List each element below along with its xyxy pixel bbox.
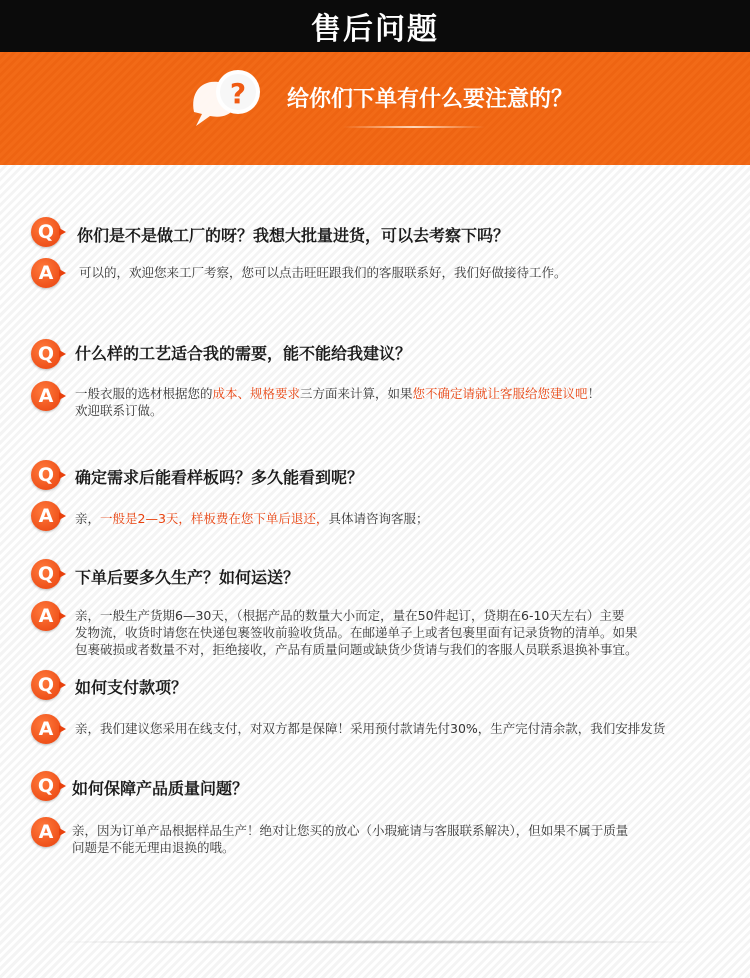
a-badge: A xyxy=(31,258,61,288)
answer-line: 发物流，收货时请您在快递包裹签收前验收货品。在邮递单子上或者包裹里面有记录货物的清单。如果 xyxy=(75,625,638,640)
a-badge: A xyxy=(31,714,61,744)
q-badge: Q xyxy=(31,339,61,369)
answer-line: 亲，因为订单产品根据样品生产！绝对让您买的放心（小瑕疵请与客服联系解决），但如果不属于质量 xyxy=(72,823,629,838)
faq-answer xyxy=(75,607,735,658)
faq-answer xyxy=(75,385,715,419)
q-badge: Q xyxy=(31,559,61,589)
faq-question: 如何支付款项？ xyxy=(75,678,188,697)
highlight-text: 一般是2—3天，样板费在您下单后退还， xyxy=(100,511,329,526)
faq-question: 如何保障产品质量问题？ xyxy=(72,779,249,798)
faq-question: 确定需求后能看样板吗？多久能看到呢？ xyxy=(75,468,364,487)
answer-line: 亲，一般生产货期6—30天，（根据产品的数量大小而定，量在50件起订，贷期在6-10天左右）主要 xyxy=(75,608,625,623)
bottom-divider xyxy=(40,940,710,944)
highlight-text: 成本、规格要求 xyxy=(212,386,301,401)
answer-line: 欢迎联系订做。 xyxy=(75,403,163,418)
q-badge: Q xyxy=(31,771,61,801)
answer-line: 亲，一般是2—3天，样板费在您下单后退还，具体请咨询客服； xyxy=(75,511,429,526)
a-badge: A xyxy=(31,381,61,411)
faq-answer xyxy=(72,822,732,856)
faq-answer xyxy=(75,510,715,527)
faq-answer xyxy=(79,264,719,281)
q-badge: Q xyxy=(31,670,61,700)
faq-question: 下单后要多久生产？如何运送？ xyxy=(75,568,300,587)
question-speech-bubble-icon xyxy=(188,64,270,138)
page-title: 售后问题 xyxy=(0,0,750,52)
q-badge: Q xyxy=(31,460,61,490)
answer-line: 可以的，欢迎您来工厂考察，您可以点击旺旺跟我们的客服联系好，我们好做接待工作。 xyxy=(79,265,567,280)
q-badge: Q xyxy=(31,217,61,247)
answer-line: 包裹破损或者数量不对，拒绝接收，产品有质量问题或缺货少货请与我们的客服人员联系退换补事宜。 xyxy=(75,642,638,657)
faq-question: 什么样的工艺适合我的需要，能不能给我建议？ xyxy=(75,344,412,363)
faq-question: 你们是不是做工厂的呀？我想大批量进货，可以去考察下吗？ xyxy=(77,226,510,245)
svg-text:?: ? xyxy=(229,77,247,110)
banner xyxy=(0,52,750,165)
a-badge: A xyxy=(31,817,61,847)
answer-line: 一般衣服的选材根据您的成本、规格要求三方面来计算，如果您不确定请就让客服给您建议吧！ xyxy=(75,386,601,401)
a-badge: A xyxy=(31,501,61,531)
banner-headline: 给你们下单有什么要注意的？ xyxy=(287,87,574,112)
a-badge: A xyxy=(31,601,61,631)
answer-line: 问题是不能无理由退换的哦。 xyxy=(72,840,235,855)
answer-line: 亲，我们建议您采用在线支付，对双方都是保障！采用预付款请先付30%，生产完付清余款，我们安排发货 xyxy=(75,721,666,736)
highlight-text: 您不确定请就让客服给您建议吧 xyxy=(412,386,588,401)
banner-underline xyxy=(343,126,485,128)
faq-answer xyxy=(75,720,745,737)
